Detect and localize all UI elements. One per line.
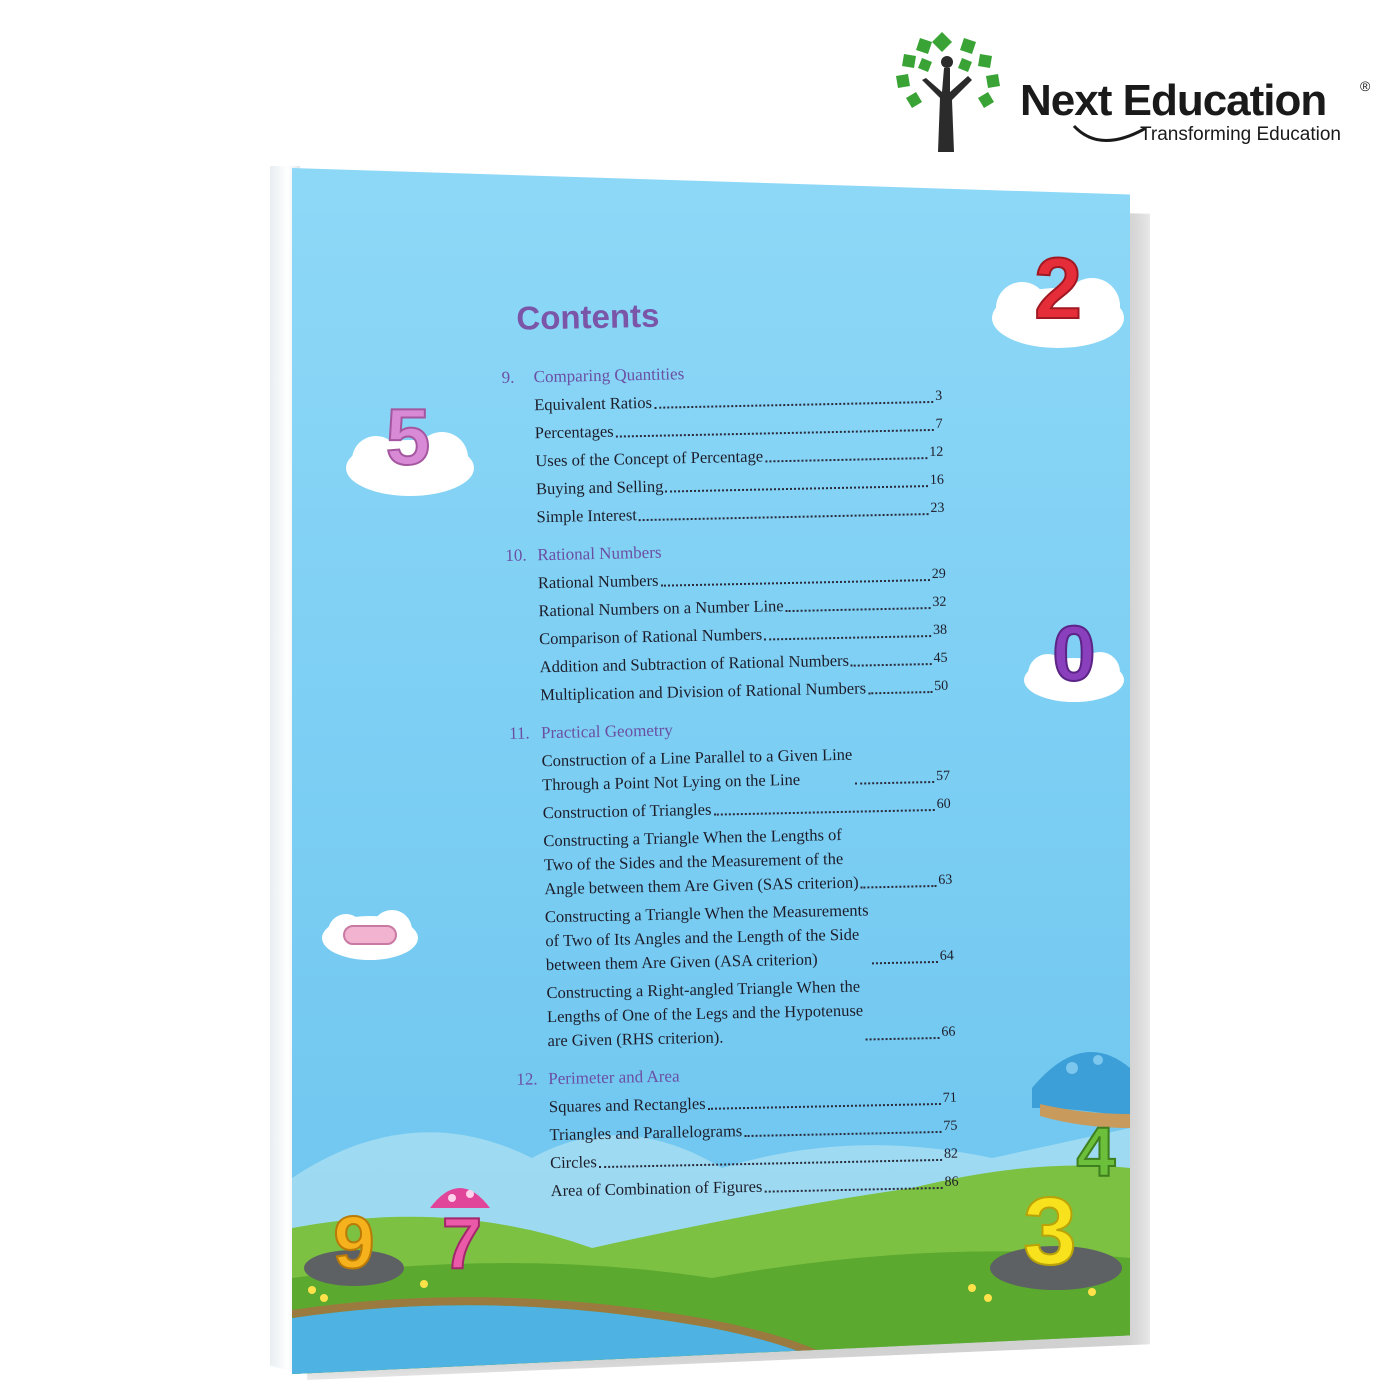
dot-leader: [861, 885, 937, 889]
numeral-3: 3: [1023, 1178, 1077, 1285]
numeral-9: 9: [333, 1201, 375, 1284]
entry-title: Addition and Subtraction of Rational Numbers: [539, 650, 850, 677]
chapter-title: Practical Geometry: [540, 720, 673, 743]
entry-page: 3: [934, 388, 943, 404]
dot-leader: [665, 485, 928, 492]
entry-page: 66: [941, 1024, 956, 1040]
entry-page: 82: [943, 1146, 959, 1162]
entry-title: Triangles and Parallelograms: [549, 1121, 743, 1145]
chapter-12: [516, 1061, 959, 1208]
dot-leader: [764, 635, 931, 640]
cloud-minus-sign-icon: [322, 910, 418, 960]
smile-swoosh-icon: [1070, 120, 1150, 150]
chapter-number: 12.: [516, 1069, 538, 1089]
chapter-heading: [501, 359, 941, 388]
dot-leader: [855, 781, 934, 785]
chapter-11: [509, 715, 956, 1058]
entry-title: Rational Numbers: [537, 570, 659, 593]
numeral-7: 7: [441, 1204, 483, 1284]
tree-logo-icon: [892, 28, 1002, 153]
dot-leader: [661, 579, 930, 587]
entry-title: Constructing a Right-angled Triangle When the Lengths of One of the Legs and the Hypotenuse are Given (RHS criterion).: [546, 976, 864, 1051]
entry-title: Squares and Rectangles: [548, 1093, 706, 1117]
entry-page: 86: [944, 1174, 959, 1190]
dot-leader: [851, 663, 932, 667]
numeral-0: 0: [1052, 609, 1096, 697]
entry-title: Simple Interest: [536, 505, 638, 527]
chapter-9: [501, 359, 944, 534]
brand-tagline: Transforming Education: [1140, 124, 1342, 145]
entry-title: Percentages: [534, 421, 614, 443]
chapter-title: Rational Numbers: [537, 542, 662, 565]
entry-title: Multiplication and Division of Rational Numbers: [540, 678, 867, 705]
dot-leader: [866, 1037, 940, 1041]
dot-leader: [744, 1131, 941, 1137]
entry-page: 50: [934, 678, 949, 694]
entry-page: 63: [938, 872, 953, 888]
toc-entry: [541, 741, 950, 802]
entry-title: Area of Combination of Figures: [550, 1176, 763, 1201]
dot-leader: [616, 429, 934, 438]
toc-entry: [543, 821, 953, 906]
dot-leader: [872, 961, 938, 964]
chapter-10: [505, 537, 948, 712]
numeral-4: 4: [1076, 1113, 1116, 1191]
entry-page: 23: [930, 500, 945, 517]
registered-mark: ®: [1360, 78, 1371, 94]
entry-title: Circles: [549, 1152, 598, 1173]
entry-title: Equivalent Ratios: [534, 392, 653, 415]
chapter-heading: [509, 715, 949, 744]
entry-page: 12: [929, 444, 944, 461]
entry-page: 75: [943, 1118, 958, 1134]
entry-title: Construction of a Line Parallel to a Given Line Through a Point Not Lying on the Line: [541, 744, 853, 795]
cloud-number-2-icon: [992, 241, 1124, 348]
entry-page: 16: [929, 472, 945, 489]
entry-page: 64: [939, 948, 954, 964]
entry-page: 38: [932, 622, 948, 639]
toc-entry: [545, 897, 955, 982]
chapter-heading: [505, 537, 945, 566]
toc-entry: [546, 973, 956, 1058]
dot-leader: [713, 809, 934, 816]
cloud-number-5-icon: [346, 392, 474, 496]
dot-leader: [599, 1159, 942, 1168]
dot-leader: [868, 691, 932, 694]
entry-title: Rational Numbers on a Number Line: [538, 596, 784, 621]
entry-page: 57: [935, 768, 951, 784]
entry-page: 32: [932, 594, 947, 611]
entry-page: 29: [931, 566, 946, 583]
entry-title: Comparison of Rational Numbers: [538, 624, 763, 649]
chapter-heading: [516, 1061, 956, 1090]
entry-title: Constructing a Triangle When the Lengths of Two of the Sides and the Measurement of the Angle between them Are Given (SAS criterion): [543, 824, 859, 899]
brand-name: Next Education: [1020, 76, 1327, 125]
entry-page: 60: [936, 796, 951, 812]
dot-leader: [639, 513, 929, 521]
entry-title: Uses of the Concept of Percentage: [535, 446, 764, 471]
cloud-number-0-icon: [1024, 609, 1124, 702]
chapter-number: 9.: [501, 367, 515, 387]
numeral-5: 5: [385, 392, 431, 481]
chapter-title: Perimeter and Area: [548, 1066, 680, 1089]
chapter-number: 11.: [508, 723, 530, 743]
dot-leader: [786, 607, 931, 612]
entry-title: Buying and Selling: [535, 476, 664, 499]
brand-logo: [892, 28, 1372, 158]
dot-leader: [765, 457, 927, 462]
entry-title: Construction of Triangles: [542, 799, 712, 823]
dot-leader: [654, 401, 933, 409]
dot-leader: [764, 1187, 942, 1193]
chapter-title: Comparing Quantities: [533, 364, 685, 387]
dot-leader: [708, 1103, 941, 1110]
entry-page: 7: [935, 416, 943, 432]
table-of-contents: [500, 291, 959, 1220]
entry-title: Constructing a Triangle When the Measurements of Two of Its Angles and the Length of the Side between them Are Given (ASA criterion): [544, 900, 869, 975]
entry-page: 71: [942, 1090, 957, 1106]
numeral-2: 2: [1034, 241, 1082, 337]
page-title: Contents: [515, 296, 660, 337]
entry-page: 45: [933, 650, 948, 666]
chapter-number: 10.: [505, 545, 527, 565]
